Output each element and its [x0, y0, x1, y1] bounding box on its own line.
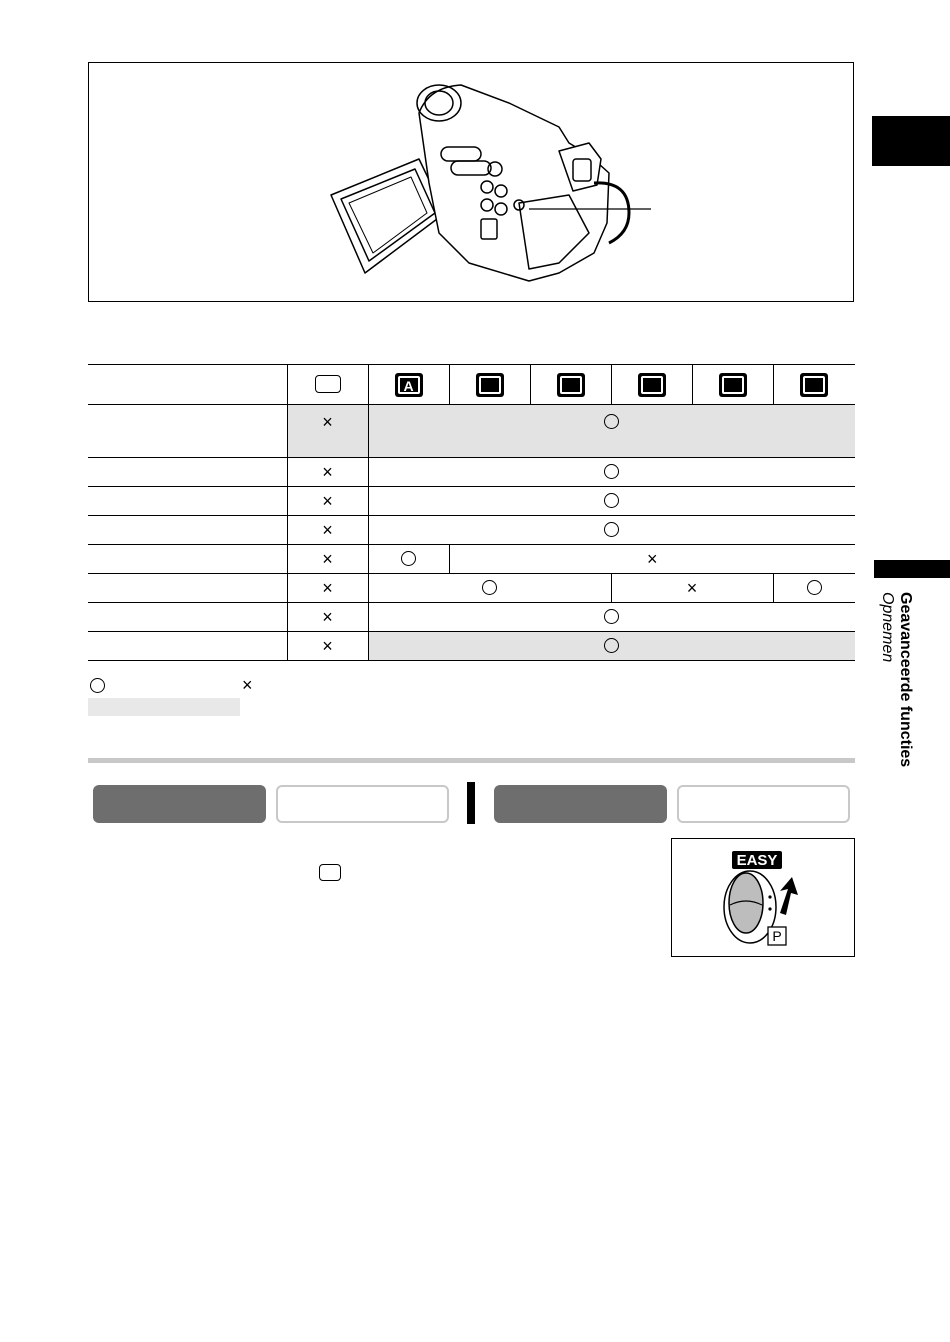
header-mode-2 — [368, 365, 449, 405]
available-marker-icon — [90, 678, 105, 693]
available-marker-icon — [401, 551, 416, 566]
unavailable-marker-icon: × — [322, 635, 333, 656]
header-mode-1 — [287, 365, 368, 405]
mode-separator — [467, 782, 475, 824]
row-label — [88, 516, 287, 545]
sports-icon — [476, 373, 504, 397]
section-tab — [874, 560, 950, 578]
table-row — [88, 545, 855, 574]
table-cell — [287, 516, 368, 545]
chapter-tab — [872, 116, 950, 166]
easy-mode-icon — [319, 864, 341, 881]
unavailable-marker-icon: × — [322, 461, 333, 482]
mode-icon-glyph — [560, 376, 582, 394]
table-cell — [368, 458, 855, 487]
unavailable-marker-icon: × — [322, 577, 333, 598]
portrait-icon — [638, 373, 666, 397]
mode-indicator-inactive-1 — [276, 785, 449, 823]
available-marker-icon — [482, 580, 497, 595]
header-mode-3 — [449, 365, 530, 405]
mode-indicator-inactive-2 — [677, 785, 850, 823]
row-label — [88, 632, 287, 661]
unavailable-marker-icon: × — [686, 577, 698, 598]
header-mode-7 — [773, 365, 855, 405]
unavailable-marker-icon: × — [322, 606, 333, 627]
chapter-title: Geavanceerde functies — [897, 592, 914, 768]
mode-switch-illustration — [671, 838, 855, 957]
mode-availability-table — [88, 364, 855, 661]
table-row — [88, 516, 855, 545]
mode-icon-glyph: A — [398, 376, 420, 394]
mode-switch-diagram — [672, 839, 856, 958]
table-header-row — [88, 365, 855, 405]
easy-mode-icon — [315, 375, 341, 393]
available-marker-icon — [604, 464, 619, 479]
table-cell — [368, 545, 449, 574]
unavailable-marker-icon: × — [322, 519, 333, 540]
mode-indicator-active-2 — [494, 785, 667, 823]
table-cell — [287, 545, 368, 574]
header-mode-4 — [530, 365, 611, 405]
side-chapter-label — [874, 592, 914, 792]
program-label: P — [772, 928, 782, 944]
mode-icon-glyph — [722, 376, 744, 394]
table-cell — [368, 574, 611, 603]
table-row — [88, 458, 855, 487]
unavailable-marker-icon: × — [322, 490, 333, 511]
unavailable-marker-icon: × — [322, 411, 333, 432]
available-marker-icon — [604, 638, 619, 653]
available-marker-icon — [807, 580, 822, 595]
table-cell — [287, 574, 368, 603]
row-label — [88, 487, 287, 516]
available-marker-icon — [604, 609, 619, 624]
table-cell — [368, 603, 855, 632]
available-marker-icon — [604, 414, 619, 429]
camcorder-illustration — [89, 63, 855, 303]
header-mode-6 — [692, 365, 773, 405]
table-cell — [287, 632, 368, 661]
available-marker-icon — [604, 493, 619, 508]
row-label — [88, 574, 287, 603]
header-mode-5 — [611, 365, 692, 405]
section-divider — [88, 758, 855, 763]
table-cell — [368, 487, 855, 516]
table-row — [88, 603, 855, 632]
table-cell — [368, 632, 855, 661]
spotlight-icon — [719, 373, 747, 397]
camcorder-illustration-frame — [88, 62, 854, 302]
unavailable-marker-icon: × — [242, 675, 253, 695]
table-cell — [287, 405, 368, 458]
mode-icon-glyph — [479, 376, 501, 394]
header-blank — [88, 365, 287, 405]
row-label — [88, 405, 287, 458]
table-row — [88, 487, 855, 516]
table-row — [88, 405, 855, 458]
table-row — [88, 574, 855, 603]
mode-icon-glyph — [641, 376, 663, 394]
table-cell — [287, 603, 368, 632]
table-cell — [287, 458, 368, 487]
mode-indicator-active-1 — [93, 785, 266, 823]
table-cell — [773, 574, 855, 603]
low-light-icon — [800, 373, 828, 397]
mode-icon-glyph — [803, 376, 825, 394]
row-label — [88, 603, 287, 632]
available-marker-icon — [604, 522, 619, 537]
chapter-subtitle: Opnemen — [879, 592, 896, 663]
table-cell — [368, 405, 855, 458]
shaded-legend-swatch — [88, 698, 240, 716]
unavailable-marker-icon: × — [646, 548, 658, 569]
night-icon — [557, 373, 585, 397]
table-cell — [368, 516, 855, 545]
table-cell — [287, 487, 368, 516]
row-label — [88, 545, 287, 574]
row-label — [88, 458, 287, 487]
table-cell — [449, 545, 855, 574]
easy-label: EASY — [736, 852, 778, 869]
auto-program-icon — [395, 373, 423, 397]
table-cell — [611, 574, 773, 603]
unavailable-marker-icon: × — [322, 548, 333, 569]
table-row — [88, 632, 855, 661]
